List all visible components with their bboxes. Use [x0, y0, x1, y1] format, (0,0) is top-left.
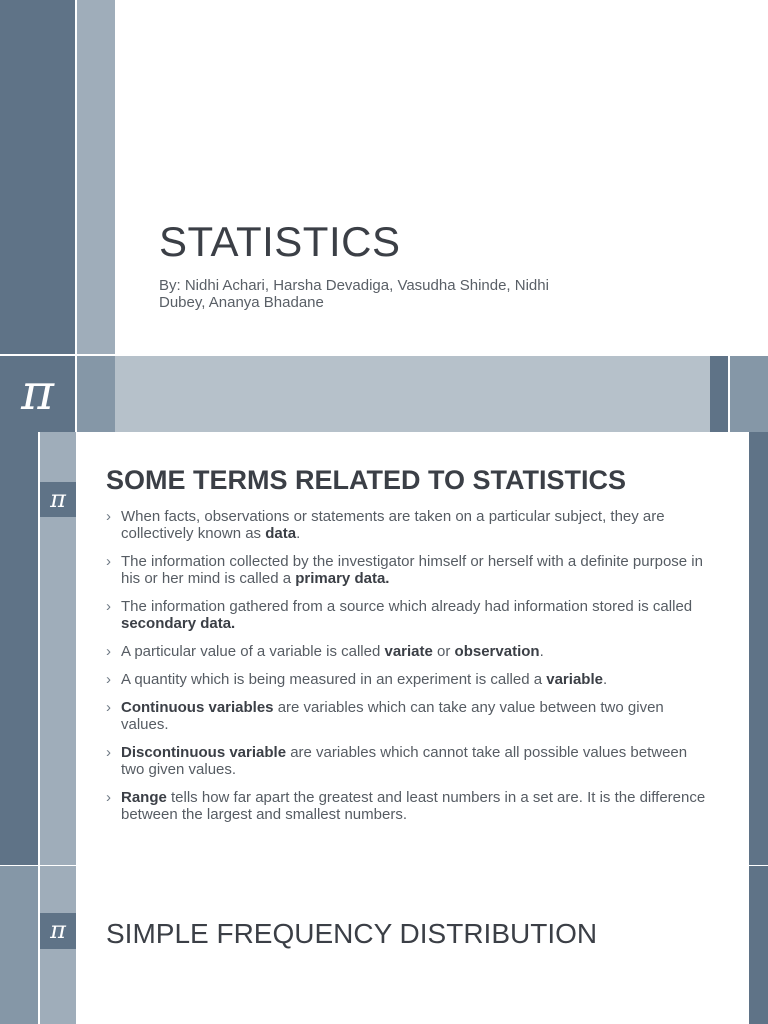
logo-block [40, 913, 76, 949]
pi-logo-icon: π [50, 916, 66, 944]
term-item: › A quantity which is being measured in an experiment is called a variable. [106, 671, 608, 688]
term-item: › When facts, observations or statements are taken on a particular subject, they are collectively known as data. [106, 508, 665, 542]
right-dark-bar [749, 866, 768, 1024]
bullet-chevron-icon: › [106, 699, 111, 716]
band-mid-block [77, 356, 115, 432]
bullet-chevron-icon: › [106, 744, 111, 761]
bullet-chevron-icon: › [106, 789, 111, 806]
term-keyword: primary data. [295, 570, 390, 587]
term-item: › The information collected by the investigator himself or herself with a definite purpose in his or her mind is called a primary data. [106, 553, 703, 587]
bullet-chevron-icon: › [106, 553, 111, 570]
bullet-chevron-icon: › [106, 508, 111, 525]
band-right-block [730, 356, 768, 432]
pi-logo-icon: π [50, 485, 66, 513]
band-dark-block [710, 356, 728, 432]
logo-block [0, 356, 75, 432]
bullet-chevron-icon: › [106, 643, 111, 660]
term-item: › A particular value of a variable is called variate or observation. [106, 643, 544, 660]
bullet-chevron-icon: › [106, 671, 111, 688]
left-light-bar [77, 0, 115, 354]
left-dark-bar [0, 866, 38, 1024]
term-keyword: variate [384, 643, 433, 660]
authors-line-2: Dubey, Ananya Bhadane [159, 294, 324, 311]
right-dark-bar [749, 432, 768, 865]
bullet-chevron-icon: › [106, 598, 111, 615]
logo-block [40, 482, 76, 517]
term-keyword: data [265, 525, 297, 542]
term-keyword: Discontinuous variable [121, 744, 287, 761]
slide-heading: SIMPLE FREQUENCY DISTRIBUTION [106, 918, 598, 949]
slide-heading: SOME TERMS RELATED TO STATISTICS [106, 465, 627, 495]
term-keyword: observation [454, 643, 540, 660]
term-keyword: variable [546, 671, 603, 688]
term-keyword: Range [121, 789, 167, 806]
left-dark-bar [0, 0, 75, 354]
left-dark-bar [0, 432, 38, 865]
term-item: › Discontinuous variable are variables which cannot take all possible values between two given values. [106, 744, 688, 778]
term-keyword: Continuous variables [121, 699, 274, 716]
term-keyword: secondary data. [121, 615, 236, 632]
term-item: › Continuous variables are variables which can take any value between two given values. [106, 699, 664, 733]
term-item: › The information gathered from a source which already had information stored is called secondary data. [106, 598, 693, 632]
presentation-title: STATISTICS [159, 218, 401, 265]
pi-logo-icon: π [21, 363, 54, 421]
terms-list [106, 508, 706, 834]
authors-line-1: By: Nidhi Achari, Harsha Devadiga, Vasudha Shinde, Nidhi [159, 277, 549, 294]
band-pale-strip [115, 356, 710, 432]
term-item: › Range tells how far apart the greatest and least numbers in a set are. It is the difference between the largest and smallest numbers. [106, 789, 706, 823]
